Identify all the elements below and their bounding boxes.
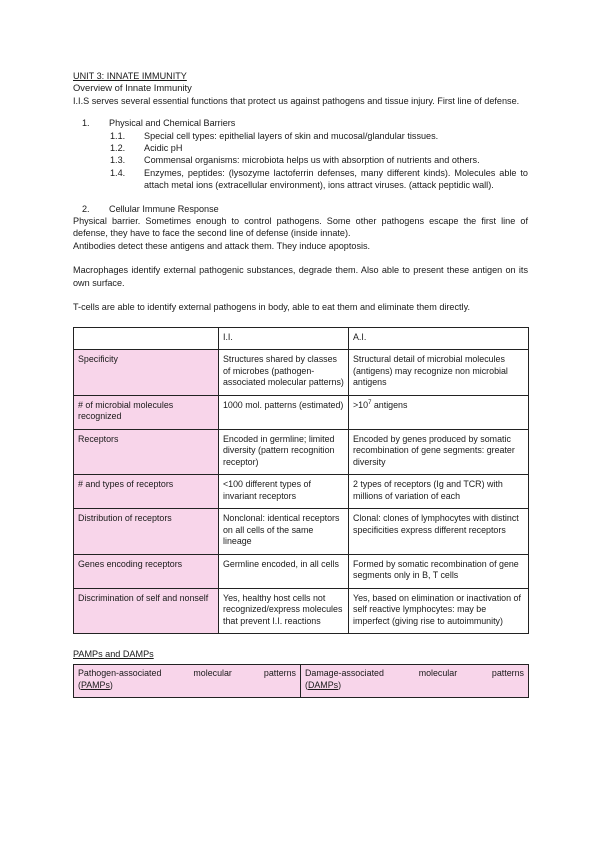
row-label: # of microbial molecules recognized: [74, 395, 219, 429]
list-item-number: 1.2.: [110, 143, 126, 154]
table-cell: Encoded in germline; limited diversity (pattern recognition receptor): [219, 429, 349, 475]
table-cell: [349, 395, 529, 429]
intro-paragraph: I.I.S serves several essential functions that protect us against pathogens and tissue injury. First line of defense.: [73, 95, 520, 106]
damps-abbreviation: DAMPs: [307, 679, 339, 690]
list-item-text: Enzymes, peptides: (lysozyme lactoferrin defenses, many different kinds). Molecules able to attach metal ions (extracellular environment), ions attract viruses. (attack peptidic wall).: [144, 167, 528, 191]
word: patterns: [263, 668, 296, 679]
row-label: Receptors: [74, 429, 219, 475]
table-cell: Formed by somatic recombination of gene segments only in B, T cells: [349, 554, 529, 588]
pamps-damps-table: [73, 664, 529, 698]
word: Damage-associated: [305, 668, 384, 679]
table-row: [74, 665, 529, 698]
list-item: [110, 130, 528, 142]
section2-heading: [73, 203, 528, 215]
table-header-cell: I.I.: [219, 327, 349, 350]
table-cell: Structures shared by classes of microbes (pathogen-associated molecular patterns): [219, 350, 349, 396]
row-label: # and types of receptors: [74, 475, 219, 509]
table-cell: <100 different types of invariant receptors: [219, 475, 349, 509]
table-header-cell: [74, 327, 219, 350]
section1-heading: [73, 117, 528, 129]
section-subtitle: Overview of Innate Immunity: [73, 82, 192, 94]
word: patterns: [491, 668, 524, 679]
table-header-row: [74, 327, 529, 350]
table-cell: Yes, based on elimination or inactivation of self reactive lymphocytes: may be imperfect (giving rise to autoimmunity): [349, 588, 529, 634]
word: molecular: [418, 668, 458, 679]
row-label: Genes encoding receptors: [74, 554, 219, 588]
superscript: 7: [368, 399, 372, 406]
paragraph: Physical barrier. Sometimes enough to control pathogens. Some other pathogens escape the first line of defense, they have to face the second line of defense (inside innate).: [73, 216, 528, 239]
list-item-text: Special cell types: epithelial layers of skin and mucosal/glandular tissues.: [144, 130, 439, 141]
table-cell: Yes, healthy host cells not recognized/express molecules that prevent I.I. reactions: [219, 588, 349, 634]
table-cell: Germline encoded, in all cells: [219, 554, 349, 588]
table-row: [74, 429, 529, 475]
table-cell: 2 types of receptors (Ig and TCR) with millions of variation of each: [349, 475, 529, 509]
row-label: Specificity: [74, 350, 219, 396]
table-row: [74, 475, 529, 509]
list-item-number: 1.1.: [110, 130, 126, 141]
list-item-text: Acidic pH: [144, 143, 183, 154]
section2-title: Cellular Immune Response: [109, 203, 219, 214]
list-item-number: 1.3.: [110, 155, 126, 166]
unit-title: UNIT 3: INNATE IMMUNITY: [73, 71, 187, 81]
comparison-table: [73, 327, 529, 635]
table-row: [74, 588, 529, 634]
table-cell: Nonclonal: identical receptors on all cells of the same lineage: [219, 509, 349, 555]
paragraph: Antibodies detect these antigens and attack them. They induce apoptosis.: [73, 240, 371, 251]
section2-number: 2.: [82, 203, 90, 214]
table-cell: Structural detail of microbial molecules (antigens) may recognize non microbial antigens: [349, 350, 529, 396]
table-row: [74, 554, 529, 588]
list-item: [110, 142, 528, 154]
section1-title: Physical and Chemical Barriers: [109, 118, 236, 129]
row-label: Distribution of receptors: [74, 509, 219, 555]
pamps-heading: PAMPs and DAMPs: [73, 649, 154, 659]
table-row: [74, 509, 529, 555]
row-label: Discrimination of self and nonself: [74, 588, 219, 634]
table-row: [74, 395, 529, 429]
list-item-text: Commensal organisms: microbiota helps us with absorption of nutrients and others.: [144, 155, 480, 166]
list-item: [110, 167, 528, 192]
pamps-cell: Pathogen-associated molecular patterns (PAMPs): [74, 665, 301, 698]
paragraph: Macrophages identify external pathogenic substances, degrade them. Also able to present these antigen on its own surface.: [73, 265, 528, 288]
value-text: antigens: [371, 399, 408, 410]
list-item-number: 1.4.: [110, 167, 126, 178]
section1-number: 1.: [82, 118, 90, 129]
pamps-abbreviation: PAMPs: [80, 679, 110, 690]
document-page: [73, 70, 528, 698]
table-row: [74, 350, 529, 396]
paragraph: T-cells are able to identify external pathogens in body, able to eat them and eliminate them directly.: [73, 302, 470, 313]
word: molecular: [193, 668, 232, 679]
table-cell: Clonal: clones of lymphocytes with distinct specificities express different receptors: [349, 509, 529, 555]
word: Pathogen-associated: [78, 668, 162, 679]
damps-cell: Damage-associated molecular patterns (DAMPs): [301, 665, 529, 698]
list-item: [110, 154, 528, 166]
table-header-cell: A.I.: [349, 327, 529, 350]
table-cell: 1000 mol. patterns (estimated): [219, 395, 349, 429]
value-text: >10: [353, 399, 369, 410]
table-cell: Encoded by genes produced by somatic recombination of gene segments: greater diversity: [349, 429, 529, 475]
